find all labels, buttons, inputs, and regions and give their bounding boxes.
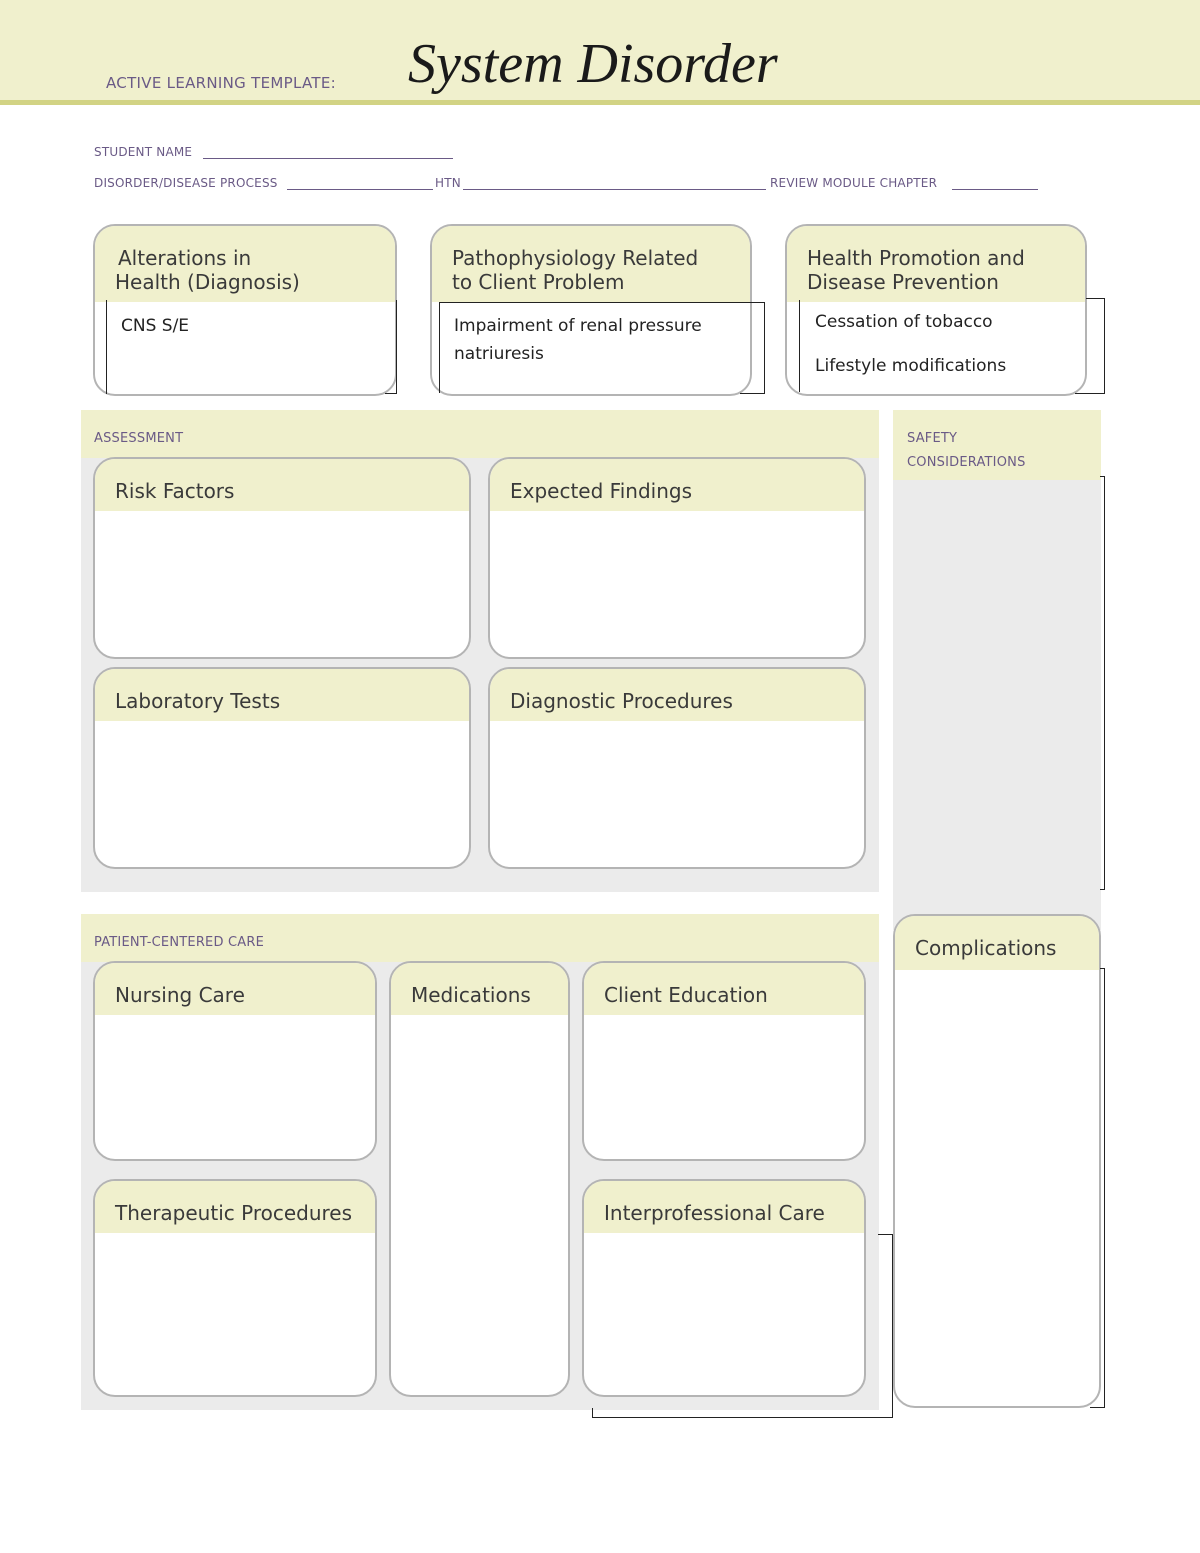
health-promotion-bracket-right (1104, 298, 1105, 393)
health-promotion-bracket-left (799, 300, 800, 392)
health-promotion-content[interactable] (787, 302, 1085, 380)
health-promotion-content-line2: Lifestyle modifications (815, 356, 1007, 376)
health-promotion-bracket-bottom (1075, 393, 1105, 394)
client-education-card[interactable] (582, 961, 866, 1161)
patient-care-label: PATIENT-CENTERED CARE (94, 935, 265, 950)
client-education-title: Client Education (584, 963, 864, 1015)
template-label: ACTIVE LEARNING TEMPLATE: (106, 74, 336, 92)
health-promotion-header (787, 226, 1085, 302)
pathophysiology-bracket-right (764, 302, 765, 394)
disorder-label: DISORDER/DISEASE PROCESS (94, 176, 278, 190)
review-module-label: REVIEW MODULE CHAPTER (770, 176, 938, 190)
safety-section[interactable] (893, 410, 1101, 930)
health-promotion-title-line1: Health Promotion and (807, 246, 1025, 270)
interprofessional-care-card[interactable] (582, 1179, 866, 1397)
pathophysiology-content-line1: Impairment of renal pressure (454, 316, 702, 336)
disorder-field-line-1 (287, 189, 433, 190)
assessment-label: ASSESSMENT (94, 431, 184, 446)
alterations-title-line2: Health (Diagnosis) (115, 270, 300, 294)
pathophysiology-header (432, 226, 750, 302)
nursing-care-title: Nursing Care (95, 963, 375, 1015)
safety-label-line1: SAFETY (907, 431, 958, 446)
alterations-card (93, 224, 397, 396)
health-promotion-bracket-top (1086, 298, 1105, 299)
review-module-field[interactable] (952, 189, 1038, 190)
safety-bracket-top (1100, 476, 1105, 477)
health-promotion-card (785, 224, 1087, 396)
template-title: System Disorder (408, 33, 778, 95)
diagnostic-procedures-card[interactable] (488, 667, 866, 869)
student-name-field[interactable] (203, 158, 453, 159)
alterations-content[interactable]: CNS S/E (121, 316, 190, 336)
risk-factors-card[interactable] (93, 457, 471, 659)
therapeutic-procedures-title: Therapeutic Procedures (95, 1181, 375, 1233)
pathophysiology-content-line2: natriuresis (454, 344, 544, 364)
nursing-care-card[interactable] (93, 961, 377, 1161)
medications-title: Medications (391, 963, 568, 1015)
complications-bracket-top (1100, 968, 1105, 969)
student-name-label: STUDENT NAME (94, 145, 193, 159)
expected-findings-card[interactable] (488, 457, 866, 659)
alterations-title-line1: Alterations in (118, 246, 252, 270)
medications-card[interactable] (389, 961, 570, 1397)
risk-factors-title: Risk Factors (95, 459, 469, 511)
laboratory-tests-card[interactable] (93, 667, 471, 869)
interprofessional-bracket-top (878, 1234, 893, 1235)
health-promotion-title-line2: Disease Prevention (807, 270, 999, 294)
alterations-bracket-left (106, 300, 107, 394)
alterations-bracket-right (396, 300, 397, 394)
laboratory-tests-title: Laboratory Tests (95, 669, 469, 721)
disorder-value[interactable]: HTN (435, 176, 461, 190)
therapeutic-procedures-card[interactable] (93, 1179, 377, 1397)
pathophysiology-bracket-left (439, 303, 440, 393)
interprofessional-care-title: Interprofessional Care (584, 1181, 864, 1233)
safety-bracket-right (1104, 476, 1105, 890)
complications-title: Complications (895, 916, 1099, 970)
complications-bracket-bottom (1090, 1407, 1105, 1408)
pathophysiology-bracket-bottom (740, 393, 765, 394)
interprofessional-bracket-left (592, 1408, 593, 1418)
safety-label-line2: CONSIDERATIONS (907, 455, 1026, 470)
disorder-field-line-2 (463, 189, 766, 190)
pathophysiology-card (430, 224, 752, 396)
complications-bracket-right (1104, 968, 1105, 1408)
pathophysiology-title-line1: Pathophysiology Related (452, 246, 699, 270)
expected-findings-title: Expected Findings (490, 459, 864, 511)
safety-bracket-bottom (1100, 889, 1105, 890)
diagnostic-procedures-title: Diagnostic Procedures (490, 669, 864, 721)
assessment-band (81, 410, 879, 458)
pathophysiology-bracket-top (439, 302, 764, 303)
complications-card[interactable] (893, 914, 1101, 1408)
safety-label (907, 427, 1026, 475)
pathophysiology-content[interactable] (432, 302, 750, 368)
pathophysiology-title-line2: to Client Problem (452, 270, 625, 294)
health-promotion-content-line1: Cessation of tobacco (815, 312, 993, 332)
header-rule (0, 100, 1200, 105)
alterations-header (95, 226, 395, 302)
interprofessional-bracket-bottom (592, 1417, 893, 1418)
